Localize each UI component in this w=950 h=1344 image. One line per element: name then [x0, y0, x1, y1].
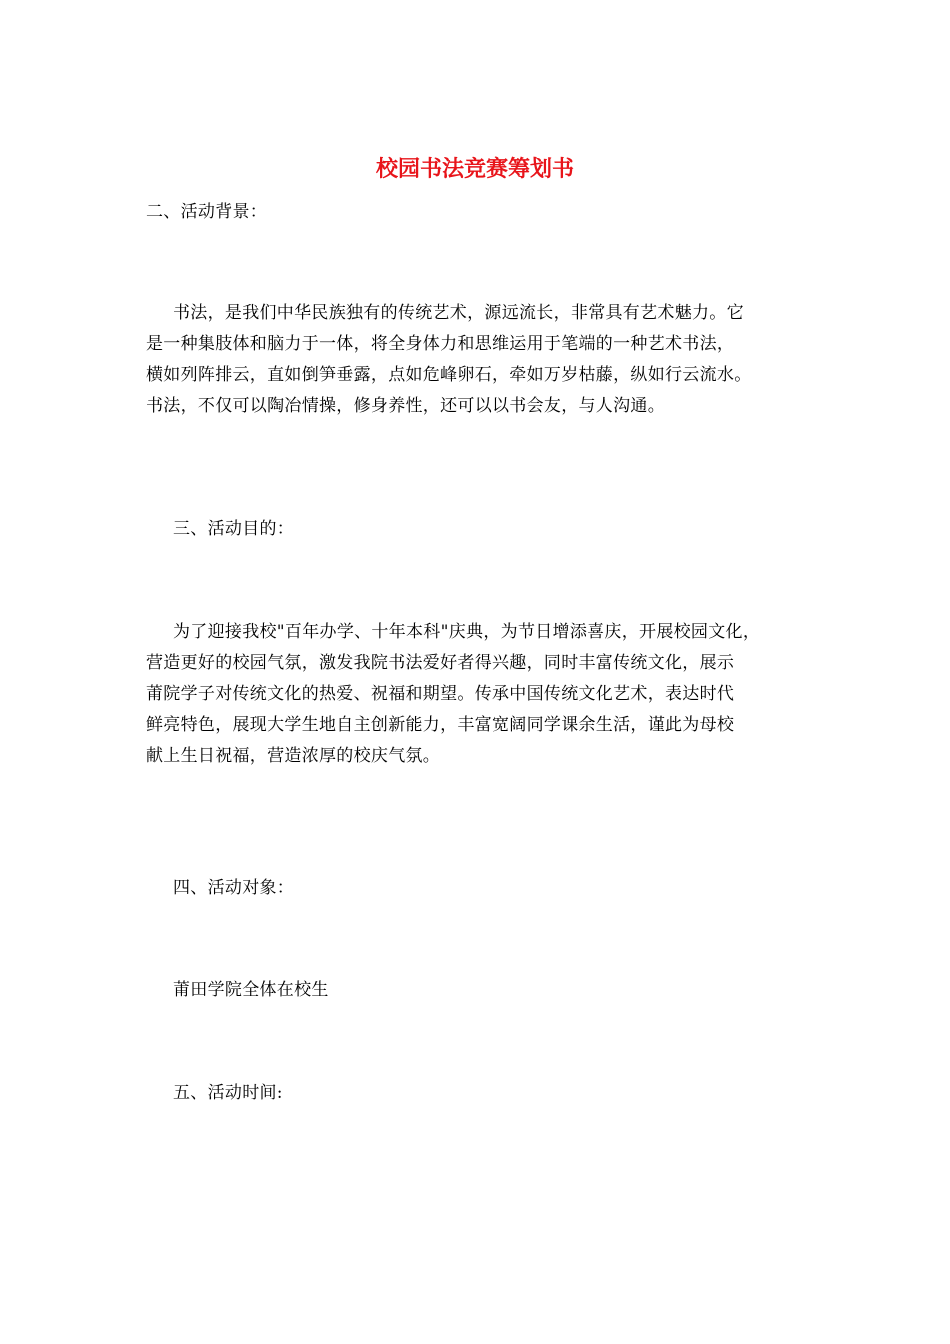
- paragraph-line: 是一种集肢体和脑力于一体，将全身体力和思维运用于笔端的一种艺术书法，: [146, 334, 735, 354]
- audience-text: 莆田学院全体在校生: [173, 980, 329, 1000]
- paragraph-line: 莆院学子对传统文化的热爱、祝福和期望。传承中国传统文化艺术，表达时代: [146, 684, 735, 704]
- section-heading-background: 二、活动背景：: [146, 202, 268, 222]
- paragraph-line: 横如列阵排云，直如倒笋垂露，点如危峰卵石，牵如万岁枯藤，纵如行云流水。: [146, 365, 752, 385]
- paragraph-line: 为了迎接我校"百年办学、十年本科"庆典，为节日增添喜庆，开展校园文化，: [173, 622, 761, 642]
- paragraph-background: [146, 298, 826, 422]
- paragraph-line: 献上生日祝福，营造浓厚的校庆气氛。: [146, 746, 441, 766]
- section-heading-time: 五、活动时间:: [173, 1083, 283, 1103]
- section-heading-audience: 四、活动对象：: [173, 878, 295, 898]
- paragraph-line: 营造更好的校园气氛，激发我院书法爱好者得兴趣，同时丰富传统文化，展示: [146, 653, 735, 673]
- document-title: 校园书法竞赛筹划书: [375, 156, 574, 182]
- paragraph-line: 书法，是我们中华民族独有的传统艺术，源远流长，非常具有艺术魅力。它: [173, 303, 744, 323]
- paragraph-line: 鲜亮特色，展现大学生地自主创新能力，丰富宽阔同学课余生活，谨此为母校: [146, 715, 735, 735]
- paragraph-purpose: [146, 617, 826, 772]
- section-heading-purpose: 三、活动目的：: [173, 519, 295, 539]
- paragraph-line: 书法，不仅可以陶冶情操，修身养性，还可以以书会友，与人沟通。: [146, 396, 665, 416]
